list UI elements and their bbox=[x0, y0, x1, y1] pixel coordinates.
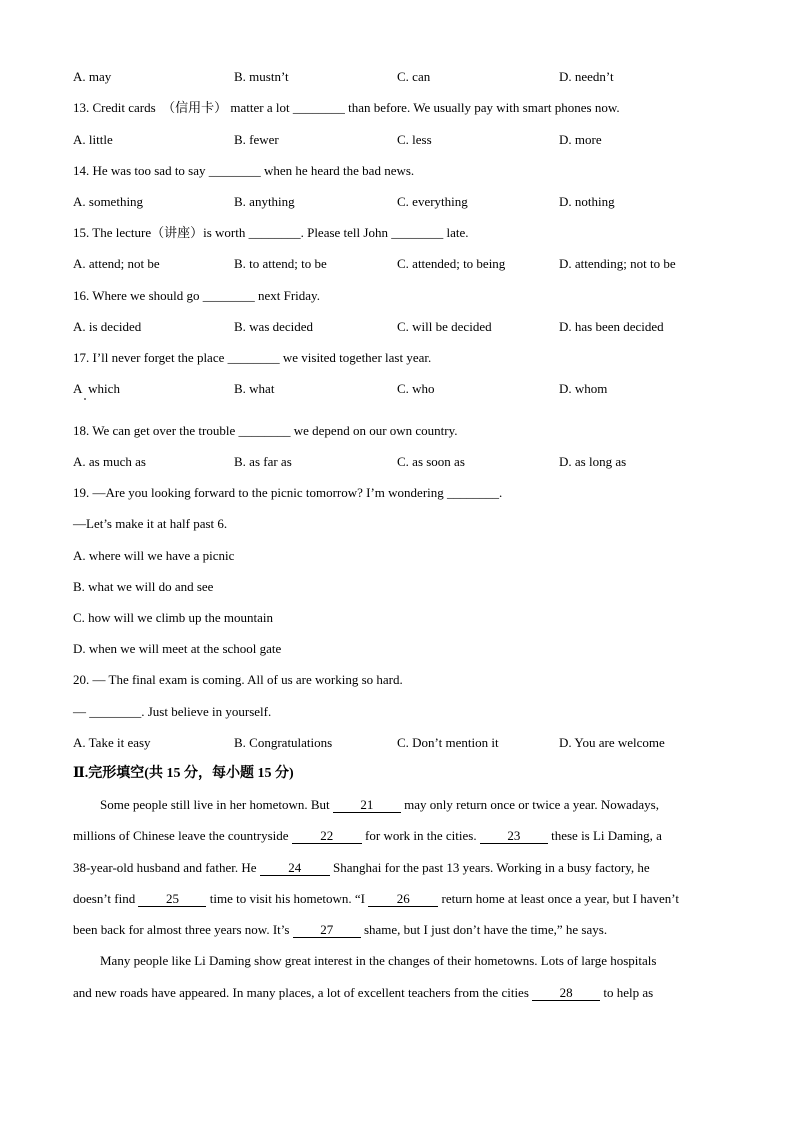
q13-option-d: D. more bbox=[559, 132, 602, 147]
text: time to visit his hometown. “I bbox=[206, 891, 369, 906]
q16-option-b: B. was decided bbox=[234, 319, 314, 334]
q15-option-d: D. attending; not to be bbox=[559, 256, 676, 271]
text: these is Li Daming, a bbox=[547, 828, 662, 843]
text: return home at least once a year, but I haven’t bbox=[438, 891, 679, 906]
blank-28: 28 bbox=[532, 986, 600, 1001]
text: been back for almost three years now. It’s bbox=[73, 922, 293, 937]
passage-line-1 bbox=[100, 797, 659, 813]
text: to help as bbox=[600, 985, 654, 1000]
passage-line-3 bbox=[73, 860, 650, 876]
q13-option-b: B. fewer bbox=[234, 132, 279, 147]
text: for work in the cities. bbox=[361, 828, 480, 843]
text: may only return once or twice a year. Nowadays, bbox=[400, 797, 659, 812]
passage-line-7 bbox=[73, 985, 653, 1001]
passage-line-4 bbox=[73, 891, 679, 907]
blank-27: 27 bbox=[293, 923, 361, 938]
passage-line-6: Many people like Li Daming show great interest in the changes of their hometowns. Lots of large hospitals bbox=[100, 953, 657, 968]
text: Some people still live in her hometown. But bbox=[100, 797, 333, 812]
q12-option-c: C. can bbox=[397, 69, 431, 84]
q18-option-b: B. as far as bbox=[234, 454, 292, 469]
q12-option-a: A. may bbox=[73, 69, 112, 84]
q19-option-d: D. when we will meet at the school gate bbox=[73, 641, 282, 656]
blank-23: 23 bbox=[480, 829, 548, 844]
q14-option-a: A. something bbox=[73, 194, 144, 209]
q18-option-a: A. as much as bbox=[73, 454, 146, 469]
q17-option-c: C. who bbox=[397, 381, 435, 396]
q15-option-c: C. attended; to being bbox=[397, 256, 506, 271]
q20-option-d: D. You are welcome bbox=[559, 735, 665, 750]
q20-reply: — ________. Just believe in yourself. bbox=[73, 704, 272, 719]
q18-stem: 18. We can get over the trouble ________ we depend on our own country. bbox=[73, 423, 458, 438]
blank-21: 21 bbox=[333, 798, 401, 813]
blank-24: 24 bbox=[260, 861, 330, 876]
q20-option-c: C. Don’t mention it bbox=[397, 735, 499, 750]
stray-dot bbox=[84, 398, 86, 400]
q20-stem: 20. — The final exam is coming. All of us are working so hard. bbox=[73, 672, 403, 687]
q18-option-d: D. as long as bbox=[559, 454, 627, 469]
blank-26: 26 bbox=[368, 892, 438, 907]
q14-option-b: B. anything bbox=[234, 194, 295, 209]
q17-stem: 17. I’ll never forget the place ________ we visited together last year. bbox=[73, 350, 432, 365]
section-heading: Ⅱ.完形填空(共 15 分，每小题 15 分) bbox=[73, 766, 294, 781]
text: shame, but I just don’t have the time,” he says. bbox=[360, 922, 608, 937]
q14-stem: 14. He was too sad to say ________ when he heard the bad news. bbox=[73, 163, 415, 178]
q13-option-a: A. little bbox=[73, 132, 113, 147]
q15-stem: 15. The lecture（讲座）is worth ________. Please tell John ________ late. bbox=[73, 225, 469, 240]
text: 38-year-old husband and father. He bbox=[73, 860, 260, 875]
q14-option-d: D. nothing bbox=[559, 194, 615, 209]
q20-option-b: B. Congratulations bbox=[234, 735, 333, 750]
text: Shanghai for the past 13 years. Working in a busy factory, he bbox=[329, 860, 650, 875]
q19-option-b: B. what we will do and see bbox=[73, 579, 214, 594]
passage-line-5 bbox=[73, 922, 607, 938]
q17-option-b: B. what bbox=[234, 381, 275, 396]
q19-option-c: C. how will we climb up the mountain bbox=[73, 610, 274, 625]
blank-22: 22 bbox=[292, 829, 362, 844]
q16-option-c: C. will be decided bbox=[397, 319, 492, 334]
q15-option-a: A. attend; not be bbox=[73, 256, 160, 271]
passage-line-2 bbox=[73, 828, 662, 844]
q19-option-a: A. where will we have a picnic bbox=[73, 548, 235, 563]
text: doesn’t find bbox=[73, 891, 139, 906]
q19-reply: —Let’s make it at half past 6. bbox=[73, 516, 228, 531]
q16-option-a: A. is decided bbox=[73, 319, 142, 334]
q20-option-a: A. Take it easy bbox=[73, 735, 151, 750]
q15-option-b: B. to attend; to be bbox=[234, 256, 327, 271]
q17-option-a: A which bbox=[73, 381, 120, 396]
text: millions of Chinese leave the countryside bbox=[73, 828, 292, 843]
q13-stem: 13. Credit cards （信用卡） matter a lot ________ than before. We usually pay with smart phones now. bbox=[73, 100, 620, 115]
q12-option-d: D. needn’t bbox=[559, 69, 614, 84]
blank-25: 25 bbox=[138, 892, 206, 907]
q16-stem: 16. Where we should go ________ next Friday. bbox=[73, 288, 320, 303]
q18-option-c: C. as soon as bbox=[397, 454, 465, 469]
q12-option-b: B. mustn’t bbox=[234, 69, 289, 84]
text: and new roads have appeared. In many places, a lot of excellent teachers from the cities bbox=[73, 985, 533, 1000]
q14-option-c: C. everything bbox=[397, 194, 468, 209]
q19-stem: 19. —Are you looking forward to the picnic tomorrow? I’m wondering ________. bbox=[73, 485, 503, 500]
q17-option-d: D. whom bbox=[559, 381, 608, 396]
q16-option-d: D. has been decided bbox=[559, 319, 664, 334]
q13-option-c: C. less bbox=[397, 132, 432, 147]
